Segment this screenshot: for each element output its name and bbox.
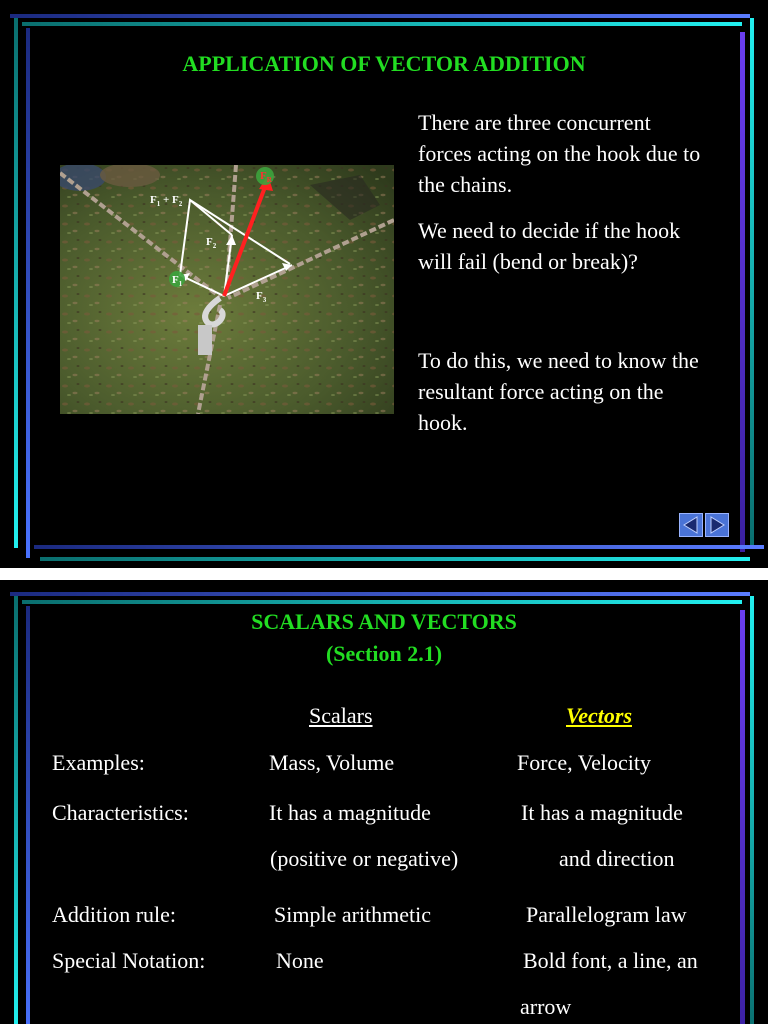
right-bar-purple bbox=[740, 610, 745, 1024]
label-f1-plus-f2: $F_1 + F_2$ bbox=[150, 194, 183, 208]
slide-scalars-and-vectors bbox=[0, 580, 768, 1024]
scalar-characteristics-sign: (positive or negative) bbox=[270, 846, 459, 871]
vector-characteristics: It has a magnitude bbox=[521, 800, 683, 825]
row-label-addition-rule: Addition rule: bbox=[52, 902, 177, 927]
paragraph-resultant-force: To do this, we need to know the resultant force acting on the hook. bbox=[418, 348, 699, 435]
vector-characteristics-direction: and direction bbox=[559, 846, 675, 871]
column-header-vectors: Vectors bbox=[566, 703, 632, 728]
left-bar-blue bbox=[26, 28, 30, 558]
slide-title: APPLICATION OF VECTOR ADDITION bbox=[182, 51, 586, 76]
slide-subtitle: (Section 2.1) bbox=[325, 641, 443, 666]
force-diagram-illustration bbox=[60, 165, 394, 414]
previous-slide-button[interactable] bbox=[679, 513, 703, 537]
top-bar-cyan bbox=[22, 22, 742, 26]
triangle-right-icon bbox=[706, 514, 728, 536]
vector-addition-rule: Parallelogram law bbox=[526, 902, 687, 927]
scalar-characteristics: It has a magnitude bbox=[269, 800, 431, 825]
top-bar-blue bbox=[10, 592, 750, 596]
paragraph-concurrent-forces: There are three concurrent forces acting on the hook due to the chains. bbox=[418, 110, 701, 197]
label-fr: $F_R$ bbox=[260, 170, 272, 184]
next-slide-button[interactable] bbox=[705, 513, 729, 537]
column-header-scalars: Scalars bbox=[309, 703, 373, 728]
slide-title: SCALARS AND VECTORS bbox=[251, 609, 517, 634]
hook-chain-photo bbox=[60, 165, 394, 414]
label-f2: $F_2$ bbox=[206, 236, 217, 250]
vector-special-notation-arrow: arrow bbox=[520, 994, 572, 1019]
top-bar-blue bbox=[10, 14, 750, 18]
triangle-left-icon bbox=[680, 514, 702, 536]
row-label-characteristics: Characteristics: bbox=[52, 800, 189, 825]
top-bar-cyan bbox=[22, 600, 742, 604]
left-bar-blue bbox=[26, 606, 30, 1024]
vector-examples: Force, Velocity bbox=[517, 750, 652, 775]
scalar-addition-rule: Simple arithmetic bbox=[274, 902, 432, 927]
right-bar-cyan bbox=[750, 18, 754, 548]
bottom-bar-cyan bbox=[40, 557, 750, 561]
row-label-special-notation: Special Notation: bbox=[52, 948, 206, 973]
label-f1: $F_1$ bbox=[172, 274, 183, 288]
scalar-examples: Mass, Volume bbox=[269, 750, 395, 775]
row-label-examples: Examples: bbox=[52, 750, 145, 775]
paragraph-hook-fail: We need to decide if the hook will fail (bend or break)? bbox=[418, 218, 681, 274]
right-bar-purple bbox=[740, 32, 745, 552]
left-bar-cyan bbox=[14, 18, 18, 548]
bottom-bar-blue bbox=[34, 545, 764, 549]
label-f3: $F_3$ bbox=[256, 290, 267, 304]
scalar-special-notation: None bbox=[276, 948, 324, 973]
vector-special-notation: Bold font, a line, an bbox=[523, 948, 698, 973]
